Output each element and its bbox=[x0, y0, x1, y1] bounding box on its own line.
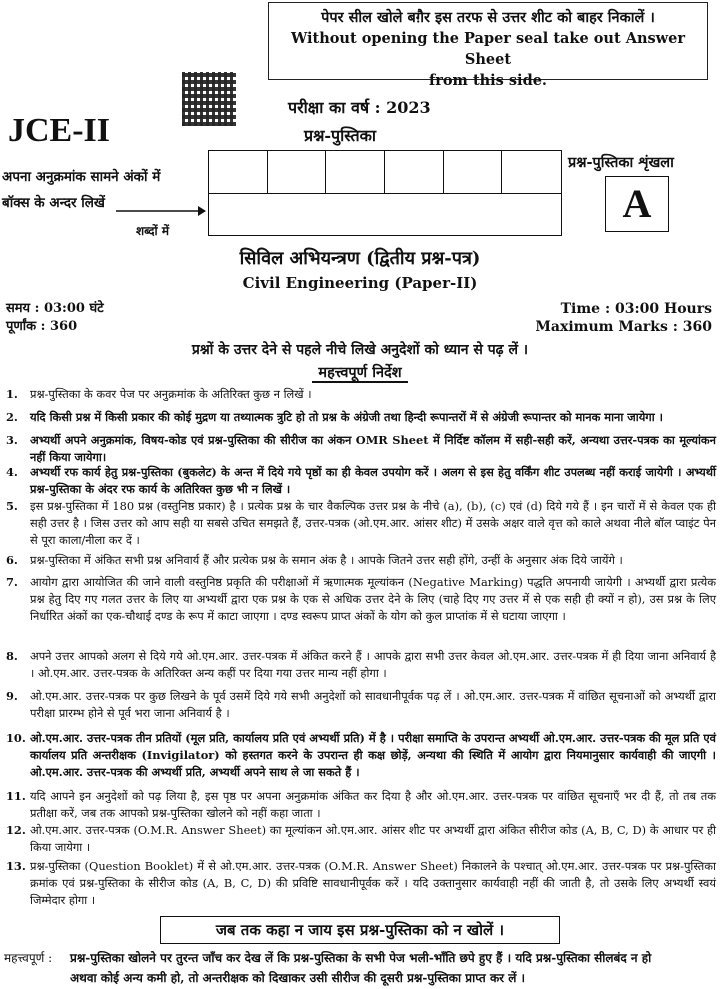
item-number: 2. bbox=[6, 410, 18, 424]
exam-year: परीक्षा का वर्ष : 2023 bbox=[288, 98, 431, 117]
item-text: प्रश्न-पुस्तिका (Question Booklet) में से ओ.एम.आर. उत्तर-पत्रक (O.M.R. Answer Sheet) निकालने के पश्चात् ओ.एम.आर. उत्तर-पत्रक पर प्रश्न-पुस्तिका क्रमांक एवं प्रश्न-पुस्तिका के सीरीज कोड (A, B, C, D) की प्रविष्टि सावधानीपूर्वक करें । यदि उक्तानुसार कार्यवाही नहीं की जाती है, तो उसके लिए अभ्यर्थी स्वयं जिम्मेदार होगा । bbox=[30, 859, 716, 907]
item-text: प्रश्न-पुस्तिका के कवर पेज पर अनुक्रमांक के अतिरिक्त कुछ न लिखें । bbox=[30, 387, 312, 401]
roll-number-boxes bbox=[208, 150, 562, 236]
qr-code-icon bbox=[182, 72, 236, 126]
time-marks-hindi bbox=[6, 300, 104, 336]
footer-line-2: अथवा कोई अन्य कमी हो, तो अन्तरीक्षक को दिखाकर उसी सीरीज की दूसरी प्रश्न-पुस्तिका प्राप्त कर लें । bbox=[70, 971, 526, 985]
important-heading bbox=[0, 362, 720, 382]
item-text: आयोग द्वारा आयोजित की जाने वाली वस्तुनिष्ठ प्रकृति की परीक्षाओं में ऋणात्मक मूल्यांकन (Negative Marking) पद्धति अपनायी जायेगी । अभ्यर्थी द्वारा प्रत्येक प्रश्न हेतु दिए गए गलत उत्तर के लिए या अभ्यर्थी द्वारा एक प्रश्न के एक से अधिक उत्तर देने के लिए (चाहे दिए गए उत्तर में से एक सही ही क्यों न हो), उस प्रश्न के लिए निर्धारित अंकों का एक-चौथाई दण्ड के रूप में काटा जाएगा । दण्ड स्वरूप प्राप्त अंकों के योग को कुल प्राप्तांक में से घटाया जाएगा । bbox=[30, 575, 716, 623]
item-text: प्रश्न-पुस्तिका में अंकित सभी प्रश्न अनिवार्य हैं और प्रत्येक प्रश्न के समान अंक है । आपके जितने उत्तर सही होंगे, उन्हीं के अनुसार अंक दिये जायेंगे । bbox=[30, 553, 623, 567]
roll-words-box[interactable] bbox=[209, 193, 561, 235]
roll-digit-box[interactable] bbox=[326, 151, 385, 193]
roll-note-line-2: बॉक्स के अन्दर लिखें bbox=[2, 195, 105, 211]
important-heading-text: महत्त्वपूर्ण निर्देश bbox=[312, 364, 407, 383]
roll-digit-box[interactable] bbox=[444, 151, 503, 193]
item-number: 4. bbox=[6, 465, 18, 479]
item-text: अभ्यर्थी अपने अनुक्रमांक, विषय-कोड एवं प्रश्न-पुस्तिका की सीरीज का अंकन OMR Sheet में निर्दिष्ट कॉलम में सही-सही करें, अन्यथा उत्तर-पत्रक का मूल्यांकन नहीं किया जायेगा। bbox=[30, 433, 716, 464]
marks-hindi: पूर्णांक : 360 bbox=[6, 319, 78, 334]
item-text: ओ.एम.आर. उत्तर-पत्रक तीन प्रतियों (मूल प्रति, कार्यालय प्रति एवं अभ्यर्थी प्रति) में है । परीक्षा समाप्ति के उपरान्त अभ्यर्थी ओ.एम.आर. उत्तर-पत्रक की मूल प्रति एवं कार्यालय प्रति अन्तरीक्षक (Invigilator) को हस्तगत करने के उपरान्त ही कक्ष छोड़ें, अन्यथा की स्थिति में आयोग द्वारा नियमानुसार कार्यवाही की जाएगी । ओ.एम.आर. उत्तर-पत्रक की अभ्यर्थी प्रति, अभ्यर्थी अपने साथ ले जा सकते हैं । bbox=[30, 731, 716, 779]
item-number: 10. bbox=[6, 731, 26, 745]
item-text: इस प्रश्न-पुस्तिका में 180 प्रश्न (वस्तुनिष्ठ प्रकार) है । प्रत्येक प्रश्न के चार वैकल्पिक उत्तर प्रश्न के नीचे (a), (b), (c) एवं (d) दिये गये हैं । इन चारों में से केवल एक ही सही उत्तर है । जिस उत्तर को आप सही या सबसे उचित समझते हैं, उत्तर-पत्रक (ओ.एम.आर. आंसर शीट) में उसके अक्षर वाले वृत्त को काले अथवा नीले बॉल प्वाइंट पेन से पूरा काला/नीला कर दें । bbox=[30, 499, 716, 547]
item-text: ओ.एम.आर. उत्तर-पत्रक (O.M.R. Answer Sheet) का मूल्यांकन ओ.एम.आर. आंसर शीट पर अभ्यर्थी द्वारा अंकित सीरीज कोड (A, B, C, D) के आधार पर ही किया जायेगा । bbox=[30, 823, 716, 854]
series-box: A bbox=[605, 176, 669, 232]
roll-digit-box[interactable] bbox=[502, 151, 561, 193]
footer-text bbox=[70, 948, 720, 988]
time-marks-english bbox=[535, 300, 712, 336]
time-hindi: समय : 03:00 घंटे bbox=[6, 301, 104, 316]
item-text: ओ.एम.आर. उत्तर-पत्रक पर कुछ लिखने के पूर्व उसमें दिये गये सभी अनुदेशों को सावधानीपूर्वक पढ़ लें । ओ.एम.आर. उत्तर-पत्रक में वांछित सूचनाओं को अभ्यर्थी द्वारा परीक्षा प्रारम्भ होने से पूर्व भरा जाना अनिवार्य है । bbox=[30, 689, 716, 720]
item-number: 1. bbox=[6, 387, 18, 401]
subject-hindi: सिविल अभियन्त्रण (द्वितीय प्रश्न-पत्र) bbox=[239, 248, 481, 269]
item-text: अपने उत्तर आपको अलग से दिये गये ओ.एम.आर. उत्तर-पत्रक में अंकित करने हैं । आपके द्वारा सभी उत्तर केवल ओ.एम.आर. उत्तर-पत्रक में ही दिया जाना अनिवार्य है । ओ.एम.आर. उत्तर-पत्रक के अतिरिक्त अन्य कहीं पर दिया गया उत्तर मान्य नहीं होगा । bbox=[30, 649, 716, 680]
roll-digit-box[interactable] bbox=[268, 151, 327, 193]
series-label: प्रश्न-पुस्तिका शृंखला bbox=[568, 154, 674, 171]
roll-digit-box[interactable] bbox=[209, 151, 268, 193]
roll-digit-box[interactable] bbox=[385, 151, 444, 193]
item-number: 8. bbox=[6, 649, 18, 663]
seal-english-text-1: Without opening the Paper seal take out Answer Sheet bbox=[290, 30, 686, 68]
exam-code: JCE-II bbox=[8, 112, 111, 149]
item-number: 13. bbox=[6, 859, 26, 873]
footer-line-1: प्रश्न-पुस्तिका खोलने पर तुरन्त जाँच कर देख लें कि प्रश्न-पुस्तिका के सभी पेज भली-भाँति छपे हुए हैं । यदि प्रश्न-पुस्तिका सीलबंद न हो bbox=[70, 951, 652, 965]
marks-english: Maximum Marks : 360 bbox=[535, 319, 712, 335]
footer-label: महत्त्वपूर्ण : bbox=[4, 951, 53, 965]
item-number: 11. bbox=[6, 789, 26, 803]
roll-note-line-1: अपना अनुक्रमांक सामने अंकों में bbox=[2, 169, 161, 185]
item-number: 5. bbox=[6, 499, 18, 513]
item-number: 6. bbox=[6, 553, 18, 567]
in-words-label: शब्दों में bbox=[136, 224, 169, 238]
item-number: 9. bbox=[6, 689, 18, 703]
item-number: 3. bbox=[6, 433, 18, 447]
subject-english: Civil Engineering (Paper-II) bbox=[242, 274, 478, 292]
arrow-right-icon bbox=[116, 205, 206, 217]
paper-seal-notice bbox=[268, 2, 708, 89]
booklet-title: प्रश्न-पुस्तिका bbox=[304, 126, 377, 145]
item-text: अभ्यर्थी रफ कार्य हेतु प्रश्न-पुस्तिका (बुकलेट) के अन्त में दिये गये पृष्ठों का ही केवल उपयोग करें । अलग से इस हेतु वर्किंग शीट उपलब्ध नहीं कराई जायेगी । अभ्यर्थी प्रश्न-पुस्तिका के अंदर रफ कार्य के अतिरिक्त कुछ भी न लिखें । bbox=[30, 465, 716, 496]
item-text: यदि किसी प्रश्न में किसी प्रकार की कोई मुद्रण या तथ्यात्मक त्रुटि हो तो प्रश्न के अंग्रेजी तथा हिन्दी रूपान्तरों में से अंग्रेजी रूपान्तर को मानक माना जायेगा । bbox=[30, 410, 663, 424]
seal-english-text-2: from this side. bbox=[429, 72, 547, 89]
do-not-open-notice: जब तक कहा न जाय इस प्रश्न-पुस्तिका को न खोलें । bbox=[160, 916, 560, 944]
time-english: Time : 03:00 Hours bbox=[560, 301, 712, 317]
item-text: यदि आपने इन अनुदेशों को पढ़ लिया है, इस पृष्ठ पर अपना अनुक्रमांक अंकित कर दिया है और ओ.एम.आर. उत्तर-पत्रक पर वांछित सूचनाएँ भर दी हैं, तो तब तक प्रतीक्षा करें, जब तक आपको प्रश्न-पुस्तिका खोलने को नहीं कहा जाता । bbox=[30, 789, 716, 820]
item-number: 7. bbox=[6, 575, 18, 589]
seal-hindi-text: पेपर सील खोले बग़ैर इस तरफ से उत्तर शीट को बाहर निकालें । bbox=[321, 9, 655, 26]
item-number: 12. bbox=[6, 823, 26, 837]
read-first-note: प्रश्नों के उत्तर देने से पहले नीचे लिखे अनुदेशों को ध्यान से पढ़ लें । bbox=[191, 342, 529, 358]
